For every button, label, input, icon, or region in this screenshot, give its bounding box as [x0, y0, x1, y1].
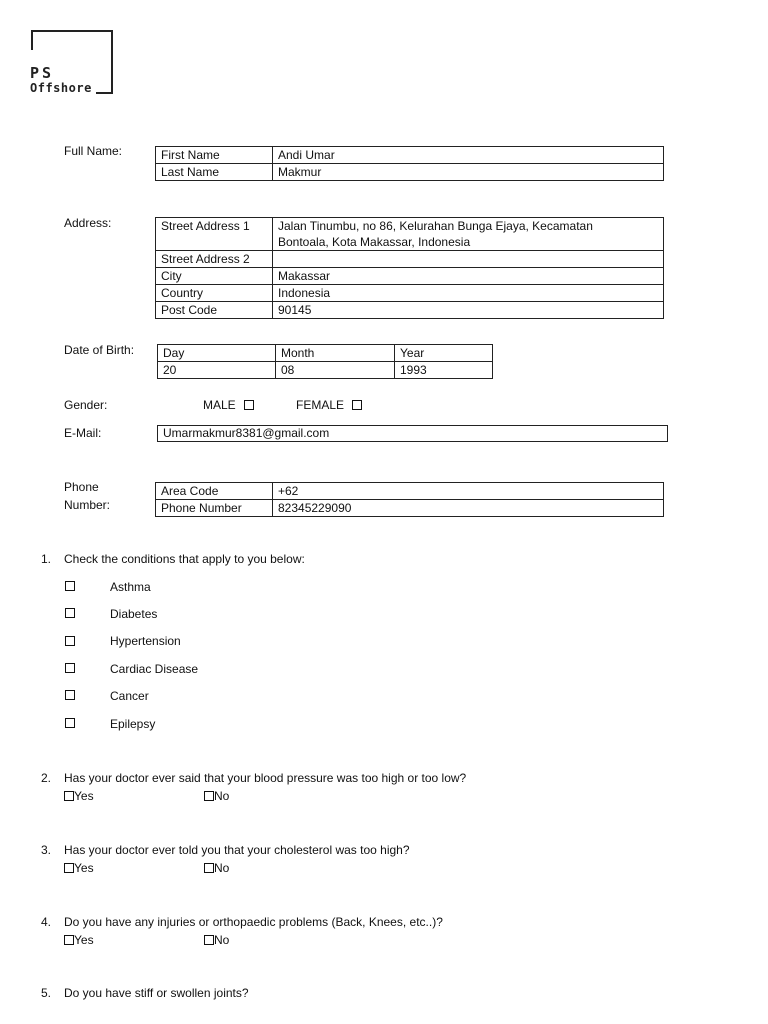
dob-month-header: Month [276, 345, 395, 362]
dob-day-header: Day [158, 345, 276, 362]
country-value[interactable]: Indonesia [273, 285, 664, 302]
epilepsy-checkbox[interactable] [65, 718, 75, 728]
table-row [156, 285, 664, 302]
cardiac-disease-label: Cardiac Disease [110, 662, 199, 676]
question-3-no-label: No [214, 861, 230, 875]
question-4-text: Do you have any injuries or orthopaedic problems (Back, Knees, etc..)? [64, 915, 443, 929]
question-4-no-option [204, 931, 229, 949]
cancer-checkbox[interactable] [65, 690, 75, 700]
question-1-text: Check the conditions that apply to you below: [64, 552, 305, 566]
question-3-yes-checkbox[interactable] [64, 863, 74, 873]
phone-label [64, 478, 110, 514]
question-5-number: 5. [41, 986, 52, 1000]
street-address-2-key: Street Address 2 [156, 251, 273, 268]
post-code-value[interactable]: 90145 [273, 302, 664, 319]
full-name-label: Full Name: [64, 144, 123, 158]
phone-number-value[interactable]: 82345229090 [273, 500, 664, 517]
last-name-key: Last Name [156, 164, 273, 181]
table-row [156, 218, 664, 251]
question-3-no-checkbox[interactable] [204, 863, 214, 873]
phone-label-line-2: Number: [64, 498, 111, 512]
gender-male-checkbox[interactable] [244, 400, 254, 410]
question-2-yes-option [64, 787, 94, 805]
cancer-label: Cancer [110, 689, 149, 703]
question-3-yes-label: Yes [74, 861, 94, 875]
dob-year-value[interactable]: 1993 [395, 362, 493, 379]
question-3-number: 3. [41, 843, 52, 857]
area-code-value[interactable]: +62 [273, 483, 664, 500]
asthma-label: Asthma [110, 580, 151, 594]
last-name-value[interactable]: Makmur [273, 164, 664, 181]
dob-day-value[interactable]: 20 [158, 362, 276, 379]
logo-line-2: Offshore [30, 81, 92, 95]
dob-month-value[interactable]: 08 [276, 362, 395, 379]
question-2-number: 2. [41, 771, 52, 785]
question-4-yes-label: Yes [74, 933, 94, 947]
question-2-no-label: No [214, 789, 230, 803]
first-name-key: First Name [156, 147, 273, 164]
cardiac-disease-checkbox[interactable] [65, 663, 75, 673]
city-value[interactable]: Makassar [273, 268, 664, 285]
first-name-value[interactable]: Andi Umar [273, 147, 664, 164]
question-4-no-checkbox[interactable] [204, 935, 214, 945]
country-key: Country [156, 285, 273, 302]
table-row [156, 251, 664, 268]
full-name-table [155, 146, 664, 181]
question-5-text: Do you have stiff or swollen joints? [64, 986, 249, 1000]
table-row [156, 164, 664, 181]
phone-table [155, 482, 664, 517]
question-4-no-label: No [214, 933, 230, 947]
dob-year-header: Year [395, 345, 493, 362]
question-2-text: Has your doctor ever said that your blood pressure was too high or too low? [64, 771, 467, 785]
question-3-no-option [204, 859, 229, 877]
city-key: City [156, 268, 273, 285]
question-4-yes-option [64, 931, 94, 949]
area-code-key: Area Code [156, 483, 273, 500]
question-2-yes-label: Yes [74, 789, 94, 803]
question-2-yes-checkbox[interactable] [64, 791, 74, 801]
street-address-2-value[interactable] [273, 251, 664, 268]
question-4-number: 4. [41, 915, 52, 929]
question-4-yes-checkbox[interactable] [64, 935, 74, 945]
diabetes-label: Diabetes [110, 607, 158, 621]
gender-female-checkbox[interactable] [352, 400, 362, 410]
dob-table [157, 344, 493, 379]
question-3-text: Has your doctor ever told you that your cholesterol was too high? [64, 843, 410, 857]
email-label: E-Mail: [64, 426, 102, 440]
table-row [156, 483, 664, 500]
street-address-1-value[interactable]: Jalan Tinumbu, no 86, Kelurahan Bunga Ejaya, Kecamatan Bontoala, Kota Makassar, Indonesia [273, 218, 664, 251]
question-1-number: 1. [41, 552, 52, 566]
question-3-yes-option [64, 859, 94, 877]
street-address-1-key: Street Address 1 [156, 218, 273, 251]
gender-female-option [296, 396, 362, 414]
table-row [156, 268, 664, 285]
table-row [156, 302, 664, 319]
address-label: Address: [64, 216, 112, 230]
phone-number-key: Phone Number [156, 500, 273, 517]
dob-label: Date of Birth: [64, 343, 135, 357]
question-2-no-option [204, 787, 229, 805]
table-row [158, 362, 493, 379]
asthma-checkbox[interactable] [65, 581, 75, 591]
post-code-key: Post Code [156, 302, 273, 319]
epilepsy-label: Epilepsy [110, 717, 156, 731]
gender-label: Gender: [64, 398, 108, 412]
question-2-no-checkbox[interactable] [204, 791, 214, 801]
gender-male-option [203, 396, 254, 414]
table-row [156, 500, 664, 517]
logo-text [30, 66, 92, 96]
gender-male-label: MALE [203, 398, 236, 412]
hypertension-checkbox[interactable] [65, 636, 75, 646]
gender-female-label: FEMALE [296, 398, 345, 412]
diabetes-checkbox[interactable] [65, 608, 75, 618]
hypertension-label: Hypertension [110, 634, 181, 648]
table-row [156, 147, 664, 164]
email-field[interactable]: Umarmakmur8381@gmail.com [157, 425, 668, 442]
logo-line-1: PS [30, 64, 55, 82]
address-table [155, 217, 664, 319]
table-row [158, 345, 493, 362]
phone-label-line-1: Phone [64, 480, 99, 494]
